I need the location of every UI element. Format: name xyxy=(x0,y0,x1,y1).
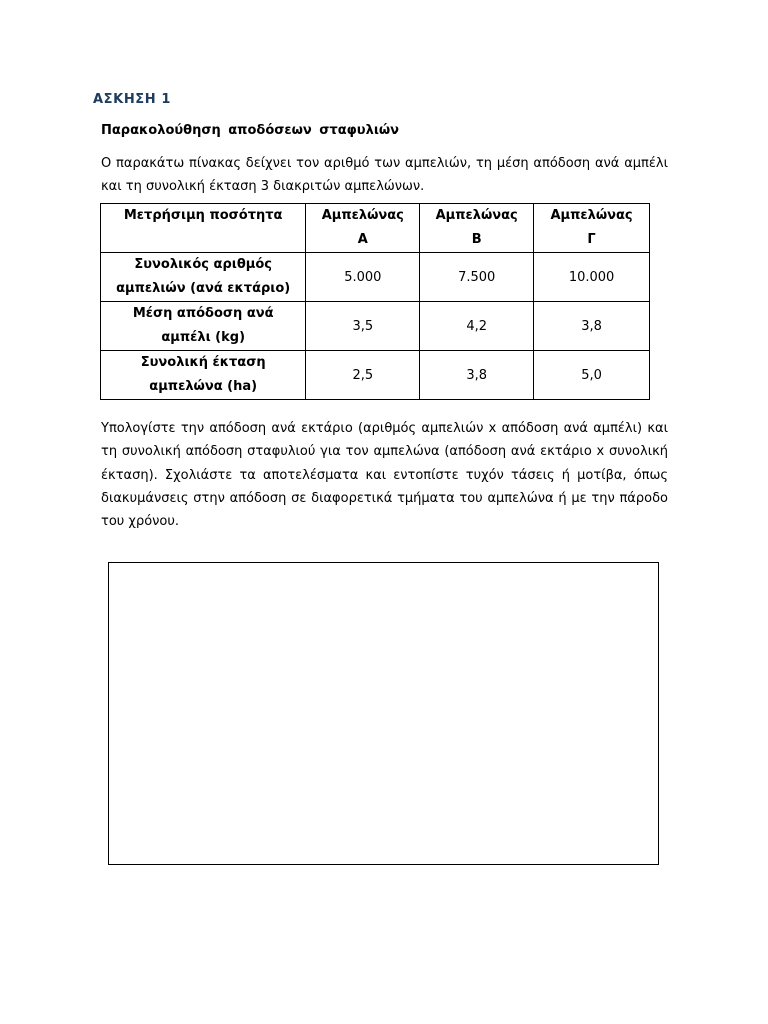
table-row xyxy=(101,351,650,400)
intro-paragraph: Ο παρακάτω πίνακας δείχνει τον αριθμό των αμπελιών, τη μέση απόδοση ανά αμπέλι και τη συνολική έκταση 3 διακριτών αμπελώνων. xyxy=(101,156,668,194)
row-label-line2: αμπελώνα (ha) xyxy=(149,379,258,394)
header-vineyard-a-line2: Α xyxy=(357,232,368,247)
vineyard-data-table xyxy=(100,203,650,400)
row-label xyxy=(101,253,306,302)
table-row xyxy=(101,253,650,302)
row-label xyxy=(101,351,306,400)
cell-vineyard-c: 10.000 xyxy=(534,253,650,302)
cell-vineyard-b: 7.500 xyxy=(420,253,534,302)
header-vineyard-c-line2: Γ xyxy=(587,232,596,247)
header-vineyard-b-line1: Αμπελώνας xyxy=(435,208,518,223)
row-label xyxy=(101,302,306,351)
table-row xyxy=(101,302,650,351)
question-paragraph: Υπολογίστε την απόδοση ανά εκτάριο (αριθμός αμπελιών x απόδοση ανά αμπέλι) και τη συνολική απόδοση σταφυλιού για τον αμπελώνα (απόδοση ανά εκτάριο x συνολική έκταση). Σχολιάστε τα αποτελέσματα και εντοπίστε τυχόν τάσεις ή μοτίβα, όπως διακυμάνσεις στην απόδοση σε διαφορετικά τμήματα του αμπελώνα ή με την πάροδο του χρόνου. xyxy=(101,421,668,530)
header-vineyard-b-line2: Β xyxy=(471,232,482,247)
header-quantity-label: Μετρήσιμη ποσότητα xyxy=(123,208,283,223)
cell-vineyard-c: 5,0 xyxy=(534,351,650,400)
cell-vineyard-a: 3,5 xyxy=(306,302,420,351)
exercise-heading: ΑΣΚΗΣΗ 1 xyxy=(93,92,172,107)
cell-vineyard-c: 3,8 xyxy=(534,302,650,351)
header-vineyard-c-line1: Αμπελώνας xyxy=(550,208,633,223)
answer-box[interactable] xyxy=(108,562,659,865)
cell-vineyard-a: 5.000 xyxy=(306,253,420,302)
row-label-line1: Μέση απόδοση ανά xyxy=(132,306,274,321)
cell-vineyard-a: 2,5 xyxy=(306,351,420,400)
row-label-line1: Συνολική έκταση xyxy=(140,355,266,370)
exercise-title: Παρακολούθηση αποδόσεων σταφυλιών xyxy=(101,123,400,138)
row-label-line1: Συνολικός αριθμός xyxy=(134,257,272,272)
header-vineyard-c xyxy=(534,204,650,253)
header-vineyard-a xyxy=(306,204,420,253)
cell-vineyard-b: 3,8 xyxy=(420,351,534,400)
header-vineyard-a-line1: Αμπελώνας xyxy=(321,208,404,223)
cell-vineyard-b: 4,2 xyxy=(420,302,534,351)
row-label-line2: αμπελιών (ανά εκτάριο) xyxy=(116,281,291,296)
header-quantity xyxy=(101,204,306,253)
header-vineyard-b xyxy=(420,204,534,253)
table-header-row xyxy=(101,204,650,253)
row-label-line2: αμπέλι (kg) xyxy=(161,330,246,345)
